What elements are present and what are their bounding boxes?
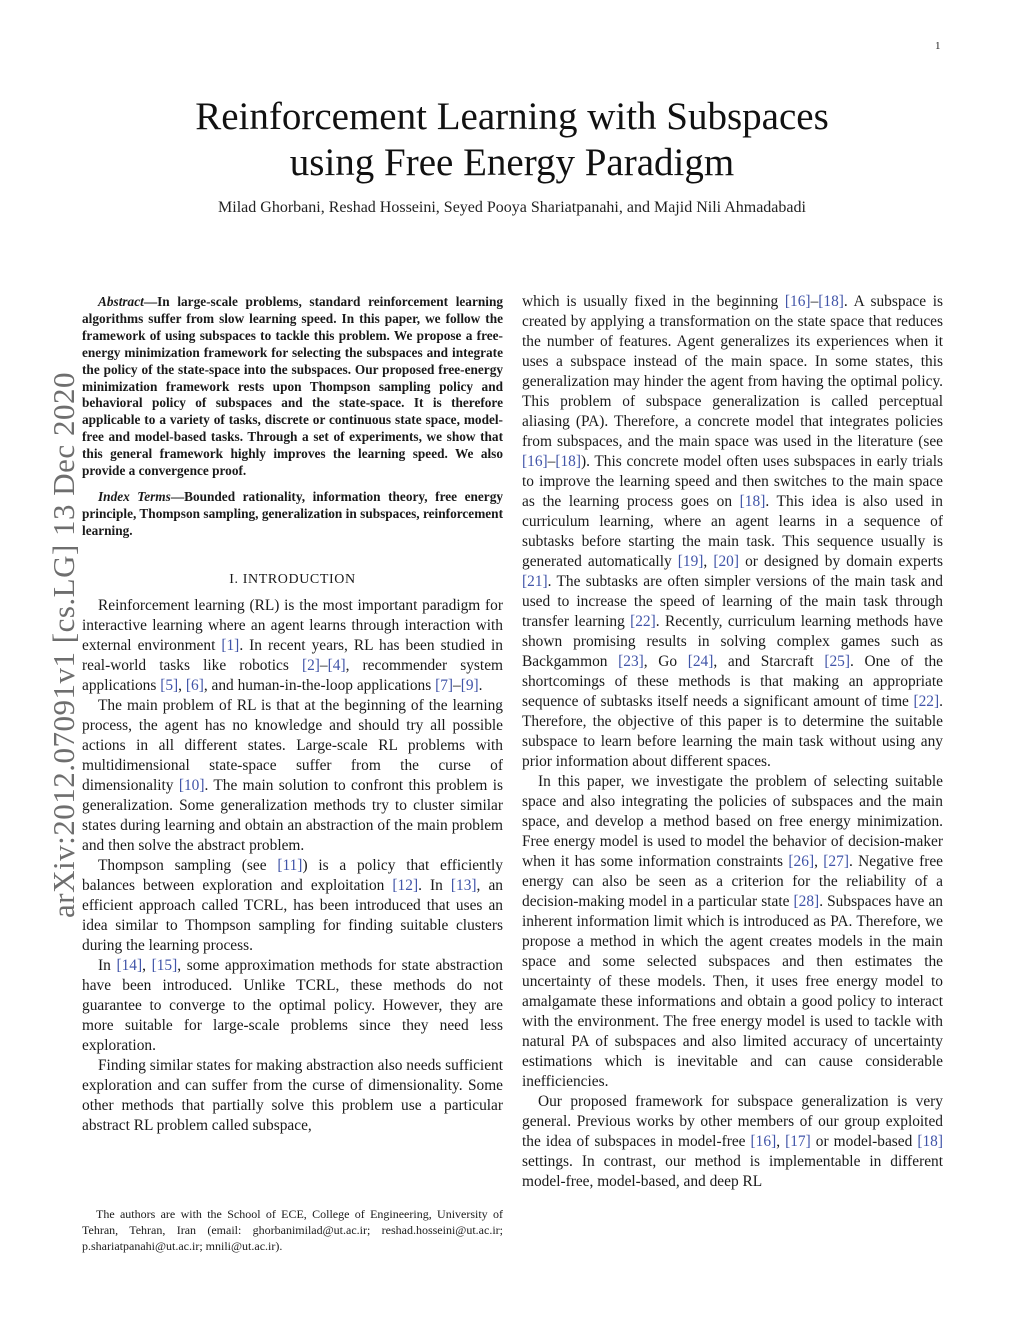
citation-link[interactable]: [10] bbox=[178, 776, 205, 794]
paragraph-text: , an efficient approach called TCRL, has been introduced that uses an idea similar to Thompson sampling for finding suitable clusters during the learning process. bbox=[82, 876, 503, 954]
author-list: Milad Ghorbani, Reshad Hosseini, Seyed Pooya Shariatpanahi, and Majid Nili Ahmadabadi bbox=[218, 199, 806, 216]
citation-link[interactable]: [16] bbox=[522, 453, 548, 470]
paragraph-text: . Subspaces have an inherent information limit which is introduced as PA. Therefore, we propose a method in which the agent creates models in the main space and some selected subspaces and then estimates the uncertainty of these models. Then, it uses free energy model to amalgamate these informations and obtain a good policy to interact with the environment. The free energy model is used to tackle with natural PA of subspaces and also limited accuracy of uncertainty estimations which is inevitable and can cause considerable inefficiencies. bbox=[522, 893, 943, 1090]
citation-link[interactable]: [11] bbox=[277, 856, 303, 874]
paragraph-text: . The main solution to confront this problem is generalization. Some generalization methods try to cluster similar states during learning and obtain an abstraction of the main problem and then solve the abstract problem. bbox=[82, 776, 503, 854]
citation-link[interactable]: [28] bbox=[793, 893, 820, 910]
paragraph-text: Thompson sampling (see bbox=[98, 856, 278, 874]
citation-link[interactable]: [1] bbox=[221, 636, 240, 654]
citation-link[interactable]: [21] bbox=[522, 573, 548, 590]
paragraph-text: . This idea is also used in curriculum learning, where an agent learns in a sequence of subtasks before starting the main task. This sequence usually is generated automatically bbox=[522, 493, 943, 570]
abstract-label: Abstract bbox=[98, 294, 144, 309]
body-paragraph bbox=[522, 1092, 943, 1192]
right-body bbox=[522, 292, 943, 1192]
body-paragraph bbox=[82, 1056, 503, 1136]
paragraph-text: . The subtasks are often simpler versions of the main task and used to increase the speed of learning of the main task through transfer learning bbox=[522, 573, 943, 630]
index-terms-label: Index Terms bbox=[98, 488, 171, 504]
body-paragraph bbox=[522, 772, 943, 1092]
paragraph-text: . Therefore, the objective of this paper is to determine the suitable subspace to learn before learning the main task without using any prior information about different spaces. bbox=[522, 693, 943, 770]
citation-link[interactable]: [7] bbox=[435, 676, 454, 694]
citation-link[interactable]: [12] bbox=[392, 876, 419, 894]
paragraph-text: ). This concrete model often uses subspaces in early trials to improve the learning speed and then switches to the main space as the learning process goes on bbox=[522, 453, 943, 510]
citation-link[interactable]: [18] bbox=[739, 493, 766, 510]
paragraph-text: The main problem of RL is that at the beginning of the learning process, the agent has no knowledge and should try all possible actions in all different states. Large-scale RL problems with multidimensional state-space suffer from the curse of dimensionality bbox=[82, 696, 503, 794]
paragraph-text: Our proposed framework for subspace generalization is very general. Previous works by other members of our group exploited the idea of subspaces in model-free bbox=[522, 1093, 943, 1150]
paragraph-text: . bbox=[478, 676, 483, 694]
paragraph-text: In bbox=[98, 956, 117, 974]
paragraph-text: . In bbox=[418, 876, 451, 894]
paragraph-text: – bbox=[810, 293, 819, 310]
paragraph-text: Finding similar states for making abstraction also needs sufficient exploration and can suffer from the curse of dimensionality. Some other methods that partially solve this problem use a particular abstract RL problem called subspace, bbox=[82, 1056, 503, 1134]
paragraph-text: In this paper, we investigate the problem of selecting suitable space and also integrating the policies of subspaces and the main space, and develop a method based on free energy minimization. Free energy model is used to model the behavior of decision-maker when it has some information constraints bbox=[522, 773, 943, 870]
citation-link[interactable]: [16] bbox=[750, 1133, 777, 1150]
left-body bbox=[82, 596, 503, 1136]
citation-link[interactable]: [18] bbox=[818, 293, 844, 310]
paragraph-text: ) is a policy that efficiently balances between exploration and exploitation bbox=[82, 856, 504, 894]
citation-link[interactable]: [2] bbox=[301, 656, 320, 674]
body-paragraph bbox=[82, 956, 503, 1056]
citation-link[interactable]: [18] bbox=[917, 1133, 943, 1150]
abstract-text: —In large-scale problems, standard reinforcement learning algorithms suffer from slow learning speed. In this paper, we follow the framework of using subspaces to tackle this problem. We propose a free-energy minimization framework for selecting the subspaces and integrate the policy of the state-space into the subspaces. Our proposed free-energy minimization framework rests upon Thompson sampling policy and behavioral policy of subspaces and the state-space. It is therefore applicable to a variety of tasks, discrete or continuous state space, model-free and model-based tasks. Through a set of experiments, we show that this general framework highly improves the learning speed. We also provide a convergence proof. bbox=[82, 294, 503, 479]
author-footnote: The authors are with the School of ECE, College of Engineering, University of Tehran, Tehran, Iran (email: ghorbanimilad@ut.ac.ir; reshad.hosseini@ut.ac.ir; p.shariatpanahi@ut.ac.ir; mnili@ut.ac.ir). bbox=[82, 1207, 503, 1253]
paragraph-text: or model-based bbox=[810, 1133, 918, 1150]
paragraph-text: , Go bbox=[643, 653, 688, 670]
citation-link[interactable]: [15] bbox=[151, 956, 178, 974]
citation-link[interactable]: [17] bbox=[785, 1133, 811, 1150]
paragraph-text: – bbox=[547, 453, 556, 470]
citation-link[interactable]: [18] bbox=[555, 453, 582, 470]
paragraph-text: , recommender system applications bbox=[82, 656, 503, 694]
paragraph-text: settings. In contrast, our method is implementable in different model-free, model-based, and deep RL bbox=[522, 1153, 943, 1190]
right-column bbox=[522, 292, 943, 1192]
citation-link[interactable]: [9] bbox=[460, 676, 479, 694]
citation-link[interactable]: [27] bbox=[823, 853, 849, 870]
body-paragraph bbox=[522, 292, 943, 772]
paragraph-text: . A subspace is created by applying a transformation on the state space that reduces the number of features. Agent generalizes its experiences when it uses a subspace instead of the main space. In some states, this generalization may hinder the agent from having the optimal policy. This problem of subspace generalization is called perceptual aliasing (PA). Therefore, a concrete model that integrates policies from subspaces, and the main space was used in the literature (see bbox=[522, 293, 943, 450]
citation-link[interactable]: [6] bbox=[185, 676, 204, 694]
left-column bbox=[82, 294, 503, 1136]
paragraph-text: . Recently, curriculum learning methods have shown promising results in solving complex games such as Backgammon bbox=[522, 613, 943, 670]
section-heading: I. INTRODUCTION bbox=[229, 571, 356, 587]
title-line-2: using Free Energy Paradigm bbox=[289, 141, 735, 184]
citation-link[interactable]: [20] bbox=[713, 553, 739, 570]
paragraph-text: . In recent years, RL has been studied in real-world tasks like robotics bbox=[82, 636, 504, 674]
title-line-1: Reinforcement Learning with Subspaces bbox=[195, 95, 829, 138]
paragraph-text: – bbox=[319, 656, 328, 674]
citation-link[interactable]: [16] bbox=[784, 293, 811, 310]
index-terms bbox=[82, 489, 503, 540]
paragraph-text: , some approximation methods for state abstraction have been introduced. Unlike TCRL, these methods do not guarantee to converge to the optimal policy. However, they are more suitable for large-scale problems since they need less exploration. bbox=[82, 956, 503, 1054]
citation-link[interactable]: [25] bbox=[824, 653, 850, 670]
paragraph-text: – bbox=[453, 676, 461, 694]
paragraph-text: , bbox=[178, 676, 186, 694]
citation-link[interactable]: [26] bbox=[788, 853, 815, 870]
arxiv-stamp: arXiv:2012.07091v1 [cs.LG] 13 Dec 2020 bbox=[46, 372, 81, 918]
paragraph-text: , bbox=[703, 553, 714, 570]
paragraph-text: , and Starcraft bbox=[713, 653, 825, 670]
paper-title bbox=[140, 94, 884, 186]
citation-link[interactable]: [22] bbox=[913, 693, 940, 710]
paragraph-text: Reinforcement learning (RL) is the most important paradigm for interactive learning where an agent learns through interaction with external environment bbox=[82, 596, 503, 654]
paragraph-text: . Negative free energy can also be seen as a criterion for the reliability of a decision-making model in a particular state bbox=[522, 853, 943, 910]
citation-link[interactable]: [14] bbox=[116, 956, 143, 974]
paragraph-text: , bbox=[776, 1133, 786, 1150]
citation-link[interactable]: [22] bbox=[630, 613, 656, 630]
page-number: 1 bbox=[935, 40, 941, 52]
citation-link[interactable]: [19] bbox=[677, 553, 704, 570]
paragraph-text: or designed by domain experts bbox=[739, 553, 943, 570]
index-terms-text: —Bounded rationality, information theory, free energy principle, Thompson sampling, generalization in subspaces, reinforcement learning. bbox=[82, 488, 503, 538]
paragraph-text: which is usually fixed in the beginning bbox=[522, 293, 785, 310]
citation-link[interactable]: [23] bbox=[618, 653, 644, 670]
body-paragraph bbox=[82, 696, 503, 856]
paragraph-text: . One of the shortcomings of these methods is that making an appropriate sequence of subtasks itself needs a significant amount of time bbox=[522, 653, 943, 710]
abstract bbox=[82, 294, 503, 480]
body-paragraph bbox=[82, 596, 503, 696]
body-paragraph bbox=[82, 856, 503, 956]
citation-link[interactable]: [5] bbox=[160, 676, 179, 694]
paragraph-text: , bbox=[142, 956, 152, 974]
paragraph-text: , and human-in-the-loop applications bbox=[203, 676, 436, 694]
citation-link[interactable]: [24] bbox=[687, 653, 714, 670]
citation-link[interactable]: [13] bbox=[450, 876, 477, 894]
citation-link[interactable]: [4] bbox=[327, 656, 346, 674]
paragraph-text: , bbox=[814, 853, 824, 870]
